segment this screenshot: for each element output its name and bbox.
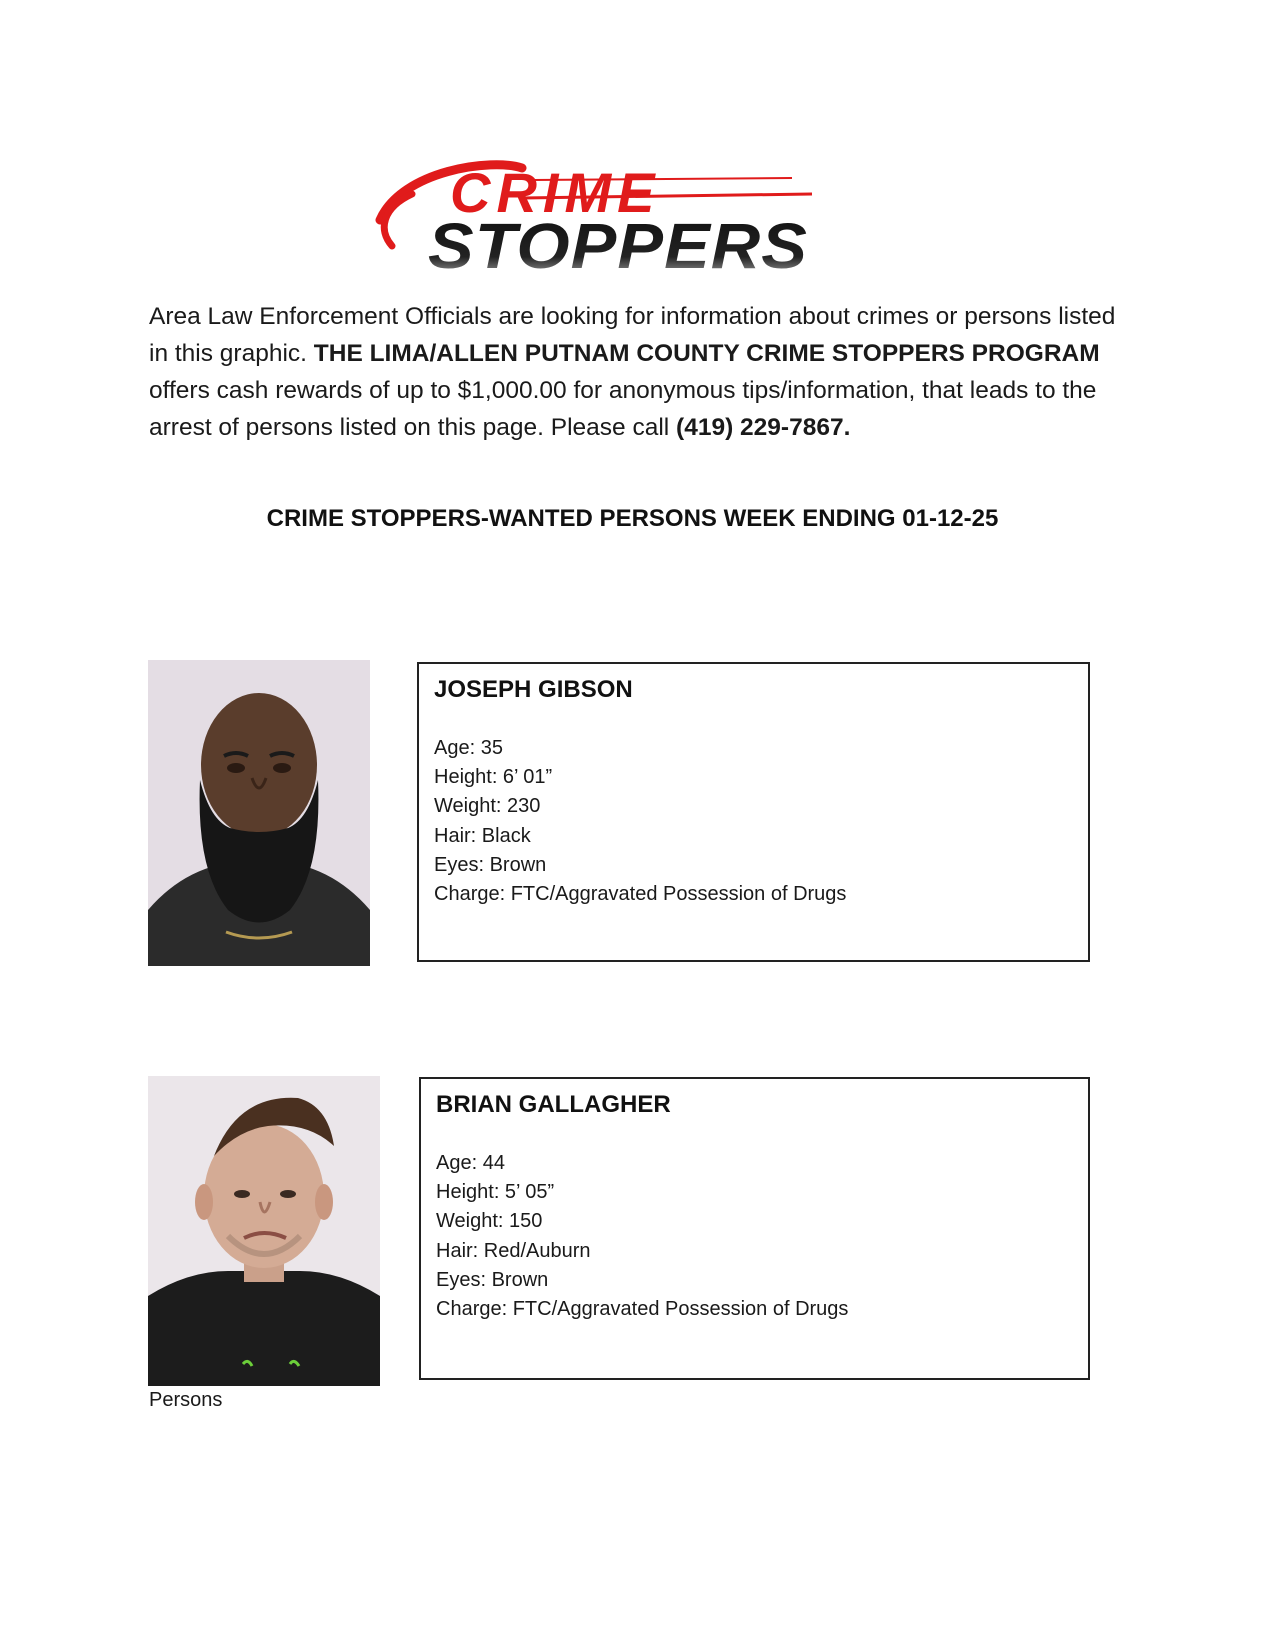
- program-name: THE LIMA/ALLEN PUTNAM COUNTY CRIME STOPPERS PROGRAM: [313, 340, 1100, 367]
- logo-crime-text: CRIME: [450, 161, 661, 224]
- person-height: Height: 5’ 05”: [436, 1181, 555, 1204]
- person-card-1: [417, 662, 1090, 962]
- person-name: BRIAN GALLAGHER: [436, 1091, 671, 1118]
- person-details: [436, 1149, 848, 1324]
- person-name: JOSEPH GIBSON: [434, 676, 633, 703]
- phone-number: (419) 229-7867.: [676, 414, 851, 441]
- person-weight: Weight: 150: [436, 1210, 543, 1233]
- person-age: Age: 35: [434, 737, 503, 759]
- person-charge: Charge: FTC/Aggravated Possession of Drugs: [434, 883, 847, 906]
- person-hair: Hair: Red/Auburn: [436, 1239, 591, 1262]
- intro-text-2: offers cash rewards of up to $1,000.00 for anonymous tips/information, that leads to the arrest of persons listed on this page. Please call: [149, 377, 1097, 441]
- person-eyes: Eyes: Brown: [436, 1268, 549, 1291]
- intro-text-1: Area Law Enforcement Officials are looking for information about crimes or persons listed in this graphic.: [149, 303, 1116, 367]
- person-photo-2: [148, 1076, 380, 1386]
- person-height: Height: 6’ 01”: [434, 766, 553, 789]
- person-weight: Weight: 230: [434, 795, 541, 818]
- crime-stoppers-logo: [372, 150, 850, 278]
- person-details: [434, 734, 846, 909]
- photo-caption: Persons: [149, 1389, 223, 1411]
- person-card-2: [419, 1077, 1090, 1380]
- person-charge: Charge: FTC/Aggravated Possession of Drugs: [436, 1298, 849, 1321]
- person-age: Age: 44: [436, 1152, 505, 1174]
- person-photo-1: [148, 660, 370, 966]
- person-hair: Hair: Black: [434, 824, 531, 847]
- page-headline: CRIME STOPPERS-WANTED PERSONS WEEK ENDING 01-12-25: [266, 505, 999, 532]
- person-eyes: Eyes: Brown: [434, 853, 547, 876]
- intro-paragraph: [149, 298, 1124, 446]
- logo-stoppers-text: STOPPERS: [428, 210, 808, 278]
